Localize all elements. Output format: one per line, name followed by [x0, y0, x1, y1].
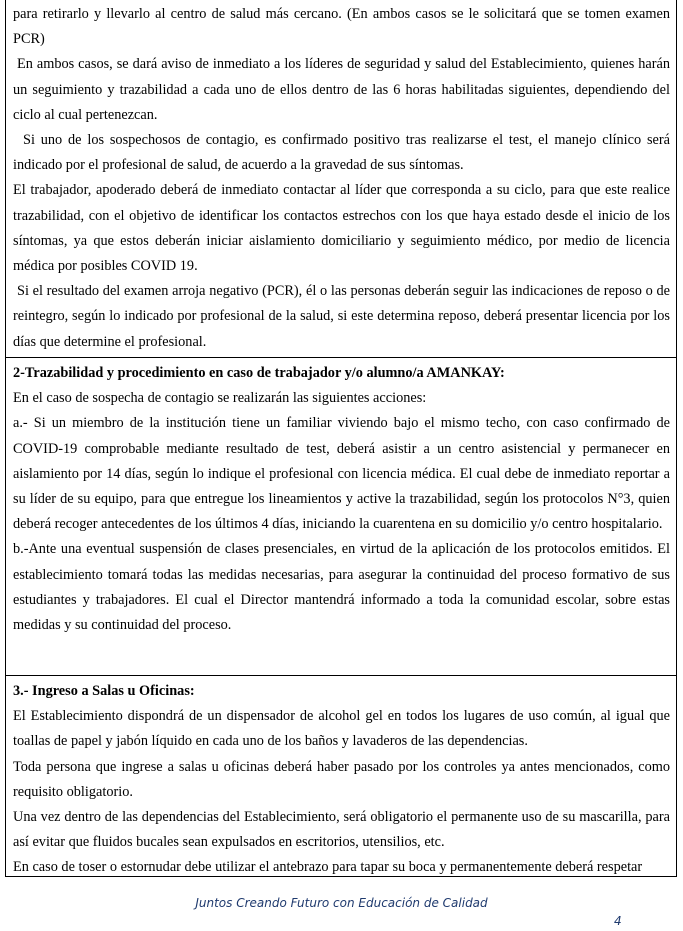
section-heading: 2-Trazabilidad y procedimiento en caso de trabajador y/o alumno/a AMANKAY:	[13, 365, 505, 381]
section-heading: 3.- Ingreso a Salas u Oficinas:	[13, 683, 195, 699]
paragraph: para retirarlo y llevarlo al centro de salud más cercano. (En ambos casos se le solicitará que se tomen examen PCR)	[13, 6, 670, 48]
paragraph: Si uno de los sospechosos de contagio, es confirmado positivo tras realizarse el test, el manejo clínico será indicado por el profesional de salud, de acuerdo a la gravedad de sus síntomas.	[13, 132, 670, 174]
paragraph: Si el resultado del examen arroja negativo (PCR), él o las personas deberán seguir las indicaciones de reposo o de reintegro, según lo indicado por profesional de la salud, si este determina reposo, deberá presentar licencia por los días que determine el profesional.	[13, 283, 670, 350]
section-ingreso-cell	[6, 675, 676, 876]
document-table	[5, 0, 677, 877]
page-number: 4	[614, 914, 622, 928]
footer-motto: Juntos Creando Futuro con Educación de Calidad	[195, 896, 488, 910]
paragraph: b.-Ante una eventual suspensión de clases presenciales, en virtud de la aplicación de los protocolos emitidos. El establecimiento tomará todas las medidas necesarias, para asegurar la continuidad del proceso formativo de sus estudiantes y trabajadores. El cual el Director mantendrá informado a toda la comunidad escolar, sobre estas medidas y su continuidad del proceso.	[13, 541, 670, 634]
paragraph: Una vez dentro de las dependencias del Establecimiento, será obligatorio el permanente uso de su mascarilla, para así evitar que fluidos bucales sean expulsados en escritorios, utensilios, etc.	[13, 809, 670, 851]
section-trazabilidad-cell	[6, 357, 676, 675]
paragraph: Toda persona que ingrese a salas u oficinas deberá haber pasado por los controles ya antes mencionados, como requisito obligatorio.	[13, 758, 670, 800]
paragraph: En ambos casos, se dará aviso de inmediato a los líderes de seguridad y salud del Establecimiento, quienes harán un seguimiento y trazabilidad a cada uno de ellos dentro de las 6 horas habilitadas siguientes, dependiendo del ciclo al cual pertenezcan.	[13, 56, 670, 123]
paragraph: En el caso de sospecha de contagio se realizarán las siguientes acciones:	[13, 390, 427, 407]
paragraph: El trabajador, apoderado deberá de inmediato contactar al líder que corresponda a su ciclo, para que este realice trazabilidad, con el objetivo de identificar los contactos estrechos con los que haya estado desde el inicio de los síntomas, ya que estos deberán iniciar aislamiento domiciliario y seguimiento médico, por medio de licencia médica por posibles COVID 19.	[13, 182, 670, 275]
paragraph: a.- Si un miembro de la institución tiene un familiar viviendo bajo el mismo techo, con caso confirmado de COVID-19 comprobable mediante resultado de test, deberá asistir a un centro asistencial y permanecer en aislamiento por 14 días, según lo indique el profesional con licencia médica. El cual debe de inmediato reportar a su líder de su equipo, para que entregue los lineamientos y active la trazabilidad, según los protocolos N°3, quien deberá recoger antecedentes de los últimos 4 días, iniciando la cuarentena en su domicilio y/o centro hospitalario.	[13, 415, 670, 533]
paragraph: En caso de toser o estornudar debe utilizar el antebrazo para tapar su boca y permanentemente deberá respetar	[13, 859, 643, 876]
paragraph: El Establecimiento dispondrá de un dispensador de alcohol gel en todos los lugares de uso común, al igual que toallas de papel y jabón líquido en cada uno de los baños y lavaderos de las dependencias.	[13, 708, 670, 750]
section-continuation-cell	[6, 0, 676, 357]
